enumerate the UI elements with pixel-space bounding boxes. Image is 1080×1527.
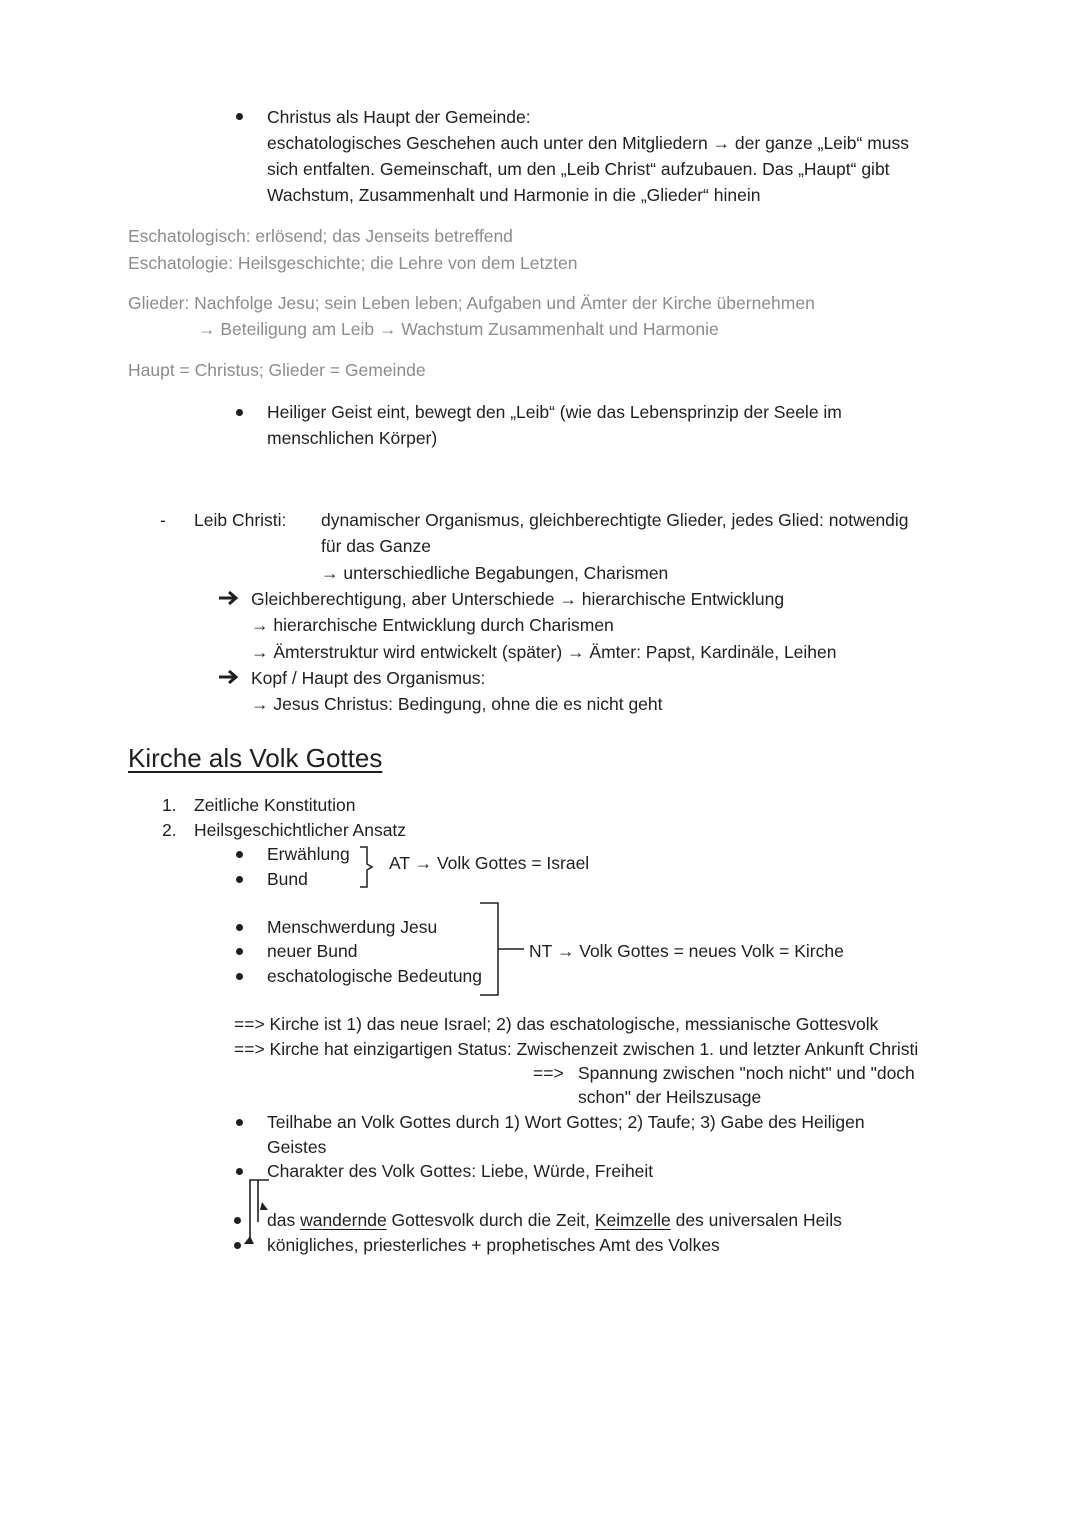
bullet	[236, 876, 243, 883]
bullet	[236, 409, 243, 416]
section-heading: Kirche als Volk Gottes	[128, 743, 383, 773]
term-label: Leib Christi:	[194, 510, 287, 530]
bullet	[236, 924, 243, 931]
bullet	[236, 973, 243, 980]
text-line: menschlichen Körper)	[267, 428, 438, 448]
bullet	[234, 1242, 241, 1249]
list-number: 2.	[162, 820, 177, 840]
conclusion-line: ==> Kirche hat einzigartigen Status: Zwischenzeit zwischen 1. und letzter Ankunft Christi	[234, 1039, 919, 1059]
underlined-term: Keimzelle	[594, 1210, 671, 1230]
bold-arrow-icon	[218, 669, 240, 685]
bullet	[236, 113, 243, 120]
list-item: Bund	[267, 869, 308, 889]
list-item: Zeitliche Konstitution	[194, 795, 356, 815]
list-item: Heilsgeschichtlicher Ansatz	[194, 820, 407, 840]
note-line: Glieder: Nachfolge Jesu; sein Leben leben; Aufgaben und Ämter der Kirche übernehmen	[128, 293, 815, 313]
bullet	[236, 948, 243, 955]
conclusion-line: schon" der Heilszusage	[578, 1087, 762, 1107]
text-line: Gleichberechtigung, aber Unterschiede → hierarchische Entwicklung	[251, 589, 785, 609]
note-line: → Beteiligung am Leib → Wachstum Zusammenhalt und Harmonie	[198, 319, 719, 339]
text-line: dynamischer Organismus, gleichberechtigte Glieder, jedes Glied: notwendig	[321, 510, 909, 530]
bold-arrow-icon	[218, 590, 240, 606]
note-line: Haupt = Christus; Glieder = Gemeinde	[128, 360, 426, 380]
brace-icon	[478, 901, 526, 997]
text-line: königliches, priesterliches + prophetisches Amt des Volkes	[267, 1235, 720, 1255]
note-line: Eschatologisch: erlösend; das Jenseits betreffend	[128, 226, 513, 246]
text-line: → hierarchische Entwicklung durch Charismen	[251, 615, 614, 635]
bullet	[236, 1119, 243, 1126]
text-span: das	[267, 1210, 301, 1230]
bullet	[236, 1168, 243, 1175]
list-item: Erwählung	[267, 844, 350, 864]
text-line: eschatologisches Geschehen auch unter den Mitgliedern → der ganze „Leib“ muss	[267, 133, 910, 153]
conclusion-arrow: ==>	[533, 1063, 564, 1083]
text-line: Charakter des Volk Gottes: Liebe, Würde, Freiheit	[267, 1161, 654, 1181]
text-span: Gottesvolk durch die Zeit,	[386, 1210, 595, 1230]
list-number: 1.	[162, 795, 177, 815]
conclusion-line: Spannung zwischen "noch nicht" und "doch	[578, 1063, 915, 1083]
note-line: Eschatologie: Heilsgeschichte; die Lehre von dem Letzten	[128, 253, 578, 273]
text-line: → Ämterstruktur wird entwickelt (später) → Ämter: Papst, Kardinäle, Leihen	[251, 642, 837, 662]
bullet-heading: Christus als Haupt der Gemeinde:	[267, 107, 531, 127]
list-item: neuer Bund	[267, 941, 358, 961]
group-label: NT → Volk Gottes = neues Volk = Kirche	[529, 941, 844, 961]
text-line: Geistes	[267, 1137, 327, 1157]
text-line	[267, 1207, 842, 1233]
underlined-term: wandernde	[300, 1210, 387, 1230]
text-line: für das Ganze	[321, 536, 431, 556]
bullet	[234, 1217, 241, 1224]
conclusion-line: ==> Kirche ist 1) das neue Israel; 2) das eschatologische, messianische Gottesvolk	[234, 1014, 879, 1034]
text-line: Heiliger Geist eint, bewegt den „Leib“ (wie das Lebensprinzip der Seele im	[267, 402, 842, 422]
text-line: sich entfalten. Gemeinschaft, um den „Leib Christ“ aufzubauen. Das „Haupt“ gibt	[267, 159, 890, 179]
group-label: AT → Volk Gottes = Israel	[389, 853, 590, 873]
list-item: Menschwerdung Jesu	[267, 917, 438, 937]
text-line: Teilhabe an Volk Gottes durch 1) Wort Gottes; 2) Taufe; 3) Gabe des Heiligen	[267, 1112, 865, 1132]
text-line: → Jesus Christus: Bedingung, ohne die es nicht geht	[251, 694, 663, 714]
bullet	[236, 851, 243, 858]
list-item: eschatologische Bedeutung	[267, 966, 483, 986]
text-line: Kopf / Haupt des Organismus:	[251, 668, 486, 688]
dash-marker: -	[160, 510, 166, 530]
text-line: → unterschiedliche Begabungen, Charismen	[321, 563, 669, 583]
text-line: Wachstum, Zusammenhalt und Harmonie in die „Glieder“ hinein	[267, 185, 761, 205]
brace-icon	[358, 845, 378, 889]
text-span: des universalen Heils	[670, 1210, 842, 1230]
